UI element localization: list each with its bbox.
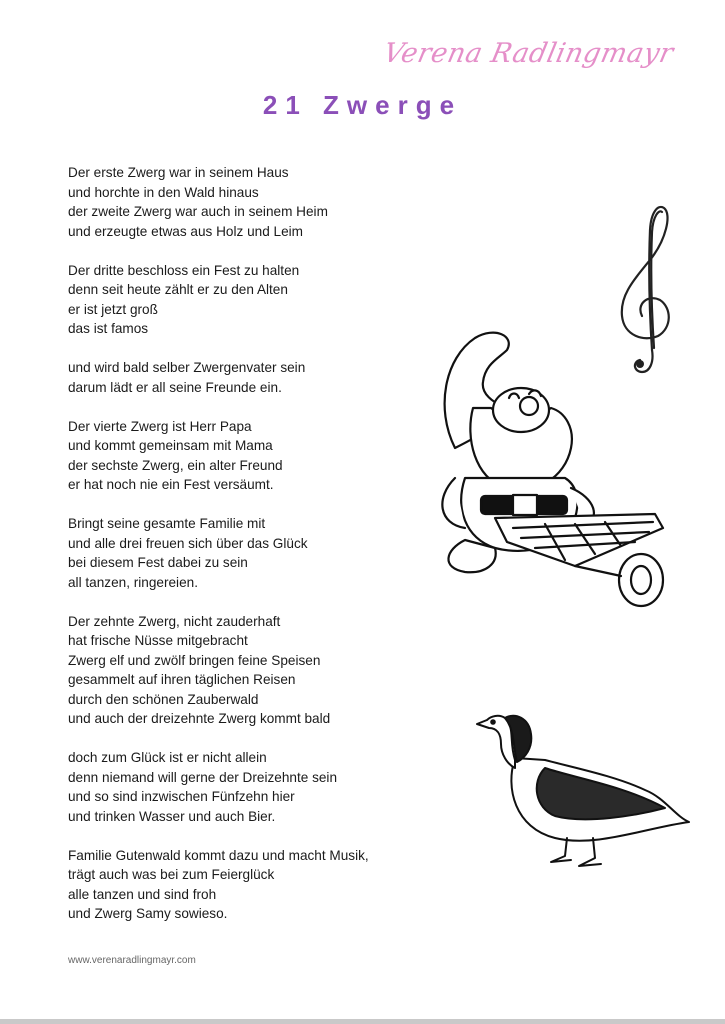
poem-line: er hat noch nie ein Fest versäumt. xyxy=(68,477,274,492)
poem-stanza xyxy=(68,846,438,924)
poem-stanza xyxy=(68,612,438,729)
poem-line: denn seit heute zählt er zu den Alten xyxy=(68,282,288,297)
poem-line: der sechste Zwerg, ein alter Freund xyxy=(68,457,283,473)
poem-stanza xyxy=(68,261,438,339)
poem-line: Bringt seine gesamte Familie mit xyxy=(68,516,266,531)
poem-stanza xyxy=(68,514,438,592)
poem-line: Familie Gutenwald kommt dazu und macht Musik, xyxy=(68,847,369,863)
goose-illustration xyxy=(475,698,695,878)
poem-stanza xyxy=(68,417,438,495)
poem-line: der zweite Zwerg war auch in seinem Heim xyxy=(68,204,328,219)
poem-line: das ist famos xyxy=(68,321,149,336)
poem-line: Der vierte Zwerg ist Herr Papa xyxy=(68,418,252,434)
poem-line: er ist jetzt groß xyxy=(68,301,158,317)
poem-stanza xyxy=(68,358,438,397)
poem-line: Der dritte beschloss ein Fest zu halten xyxy=(68,262,300,278)
page-title: 21 Zwerge xyxy=(262,90,463,120)
poem-line: und erzeugte etwas aus Holz und Leim xyxy=(68,223,304,239)
poem-line: hat frische Nüsse mitgebracht xyxy=(68,633,248,648)
poem-line: und auch der dreizehnte Zwerg kommt bald xyxy=(68,711,331,726)
poem-stanza xyxy=(68,748,438,826)
footer-website: www.verenaradlingmayr.com xyxy=(68,955,196,966)
poem-line: und Zwerg Samy sowieso. xyxy=(68,906,228,921)
poem-line: all tanzen, ringereien. xyxy=(68,574,198,590)
poem-line: und horchte in den Wald hinaus xyxy=(68,184,259,200)
poem-line: doch zum Glück ist er nicht allein xyxy=(68,750,267,765)
poem-line: darum lädt er all seine Freunde ein. xyxy=(68,379,282,395)
author-signature: Verena Radlingmayr xyxy=(380,38,677,69)
poem-line: und kommt gemeinsam mit Mama xyxy=(68,438,273,453)
poem-line: und alle drei freuen sich über das Glück xyxy=(68,535,308,551)
poem-line: trägt auch was bei zum Feierglück xyxy=(68,867,275,882)
poem-line: und so sind inzwischen Fünfzehn hier xyxy=(68,789,295,804)
poem-line: Zwerg elf und zwölf bringen feine Speisen xyxy=(68,652,321,668)
dwarf-wheelbarrow-illustration xyxy=(425,328,675,618)
poem-line: und trinken Wasser und auch Bier. xyxy=(68,808,276,824)
poem-line: bei diesem Fest dabei zu sein xyxy=(68,555,248,570)
poem-line: Der zehnte Zwerg, nicht zauderhaft xyxy=(68,613,281,629)
poem-line: Der erste Zwerg war in seinem Haus xyxy=(68,165,289,180)
poem-line: und wird bald selber Zwergenvater sein xyxy=(68,360,306,375)
poem-line: gesammelt auf ihren täglichen Reisen xyxy=(68,672,296,687)
poem-line: durch den schönen Zauberwald xyxy=(68,691,259,707)
poem xyxy=(68,163,438,943)
page-bottom-edge xyxy=(0,1019,725,1024)
poem-stanza xyxy=(68,163,438,241)
poem-line: denn niemand will gerne der Dreizehnte sein xyxy=(68,769,338,785)
poem-line: alle tanzen und sind froh xyxy=(68,886,217,902)
